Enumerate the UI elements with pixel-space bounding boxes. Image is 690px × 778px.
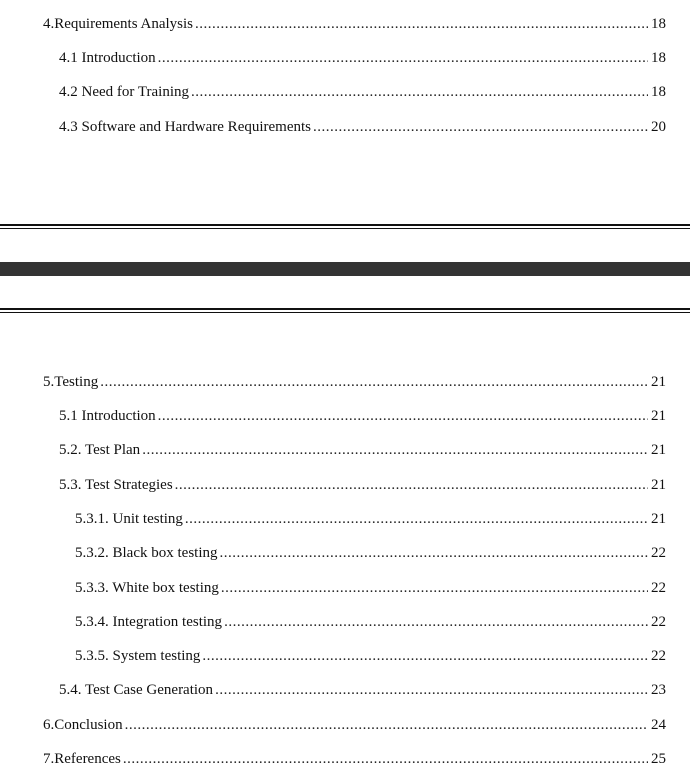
toc-dot-leader xyxy=(313,117,648,137)
toc-entry-label: 6.Conclusion xyxy=(43,717,123,733)
toc-entry[interactable] xyxy=(75,509,666,529)
toc-dot-leader xyxy=(221,578,648,598)
toc-dot-leader xyxy=(195,14,648,34)
toc-page-number: 21 xyxy=(651,408,666,424)
toc-dot-leader xyxy=(142,440,648,460)
toc-entry-label: 4.3 Software and Hardware Requirements xyxy=(59,119,311,135)
toc-page-number: 18 xyxy=(651,84,666,100)
toc-entry-label: 4.2 Need for Training xyxy=(59,84,189,100)
toc-page-number: 22 xyxy=(651,545,666,561)
toc-dot-leader xyxy=(215,680,648,700)
toc-entry[interactable] xyxy=(59,82,666,102)
toc-dot-leader xyxy=(100,372,648,392)
toc-page-number: 20 xyxy=(651,119,666,135)
toc-dot-leader xyxy=(158,406,648,426)
toc-dot-leader xyxy=(220,543,649,563)
toc-entry[interactable] xyxy=(59,475,666,495)
toc-dot-leader xyxy=(191,82,648,102)
toc-dot-leader xyxy=(175,475,648,495)
toc-entry-label: 5.4. Test Case Generation xyxy=(59,682,214,698)
toc-page-number: 25 xyxy=(651,751,666,767)
toc-entry[interactable] xyxy=(75,578,666,598)
toc-entry[interactable] xyxy=(75,646,666,666)
toc-entry-label: 4.1 Introduction xyxy=(59,50,156,66)
toc-dot-leader xyxy=(123,749,648,769)
toc-entry-label: 5.3.5. System testing xyxy=(75,648,201,664)
page-gap-bar xyxy=(0,262,690,276)
toc-page-number: 18 xyxy=(651,16,666,32)
toc-page-number: 22 xyxy=(651,648,666,664)
toc-entry[interactable] xyxy=(59,406,666,426)
page-break-rule-top xyxy=(0,224,690,226)
toc-dot-leader xyxy=(224,612,648,632)
toc-page-number: 18 xyxy=(651,50,666,66)
toc-entry-label: 4.Requirements Analysis xyxy=(43,16,193,32)
toc-entry[interactable] xyxy=(59,440,666,460)
toc-page-number: 21 xyxy=(651,477,666,493)
toc-entry[interactable] xyxy=(43,749,666,769)
toc-page-number: 21 xyxy=(651,511,666,527)
page-break-rule-bottom-inner xyxy=(0,312,690,313)
toc-page-number: 22 xyxy=(651,580,666,596)
toc-entry-label: 5.3.1. Unit testing xyxy=(75,511,183,527)
toc-entry[interactable] xyxy=(75,543,666,563)
toc-entry-label: 5.2. Test Plan xyxy=(59,442,141,458)
toc-page-number: 23 xyxy=(651,682,666,698)
toc-entry-label: 5.3.3. White box testing xyxy=(75,580,219,596)
toc-dot-leader xyxy=(185,509,648,529)
toc-entry-label: 5.3.4. Integration testing xyxy=(75,614,223,630)
toc-dot-leader xyxy=(158,48,648,68)
toc-entry-label: 7.References xyxy=(43,751,121,767)
toc-entry[interactable] xyxy=(59,48,666,68)
toc-entry-label: 5.3. Test Strategies xyxy=(59,477,173,493)
toc-entry[interactable] xyxy=(75,612,666,632)
toc-entry[interactable] xyxy=(43,372,666,392)
toc-page-number: 21 xyxy=(651,374,666,390)
toc-entry-label: 5.1 Introduction xyxy=(59,408,156,424)
page-break-rule-top-inner xyxy=(0,228,690,229)
toc-entry-label: 5.Testing xyxy=(43,374,99,390)
page-break-rule-bottom xyxy=(0,308,690,310)
toc-page-number: 21 xyxy=(651,442,666,458)
toc-page-number: 24 xyxy=(651,717,666,733)
toc-page-number: 22 xyxy=(651,614,666,630)
toc-entry-label: 5.3.2. Black box testing xyxy=(75,545,218,561)
toc-dot-leader xyxy=(202,646,648,666)
toc-entry[interactable] xyxy=(43,14,666,34)
toc-dot-leader xyxy=(125,715,648,735)
toc-entry[interactable] xyxy=(59,117,666,137)
toc-entry[interactable] xyxy=(43,715,666,735)
toc-entry[interactable] xyxy=(59,680,666,700)
